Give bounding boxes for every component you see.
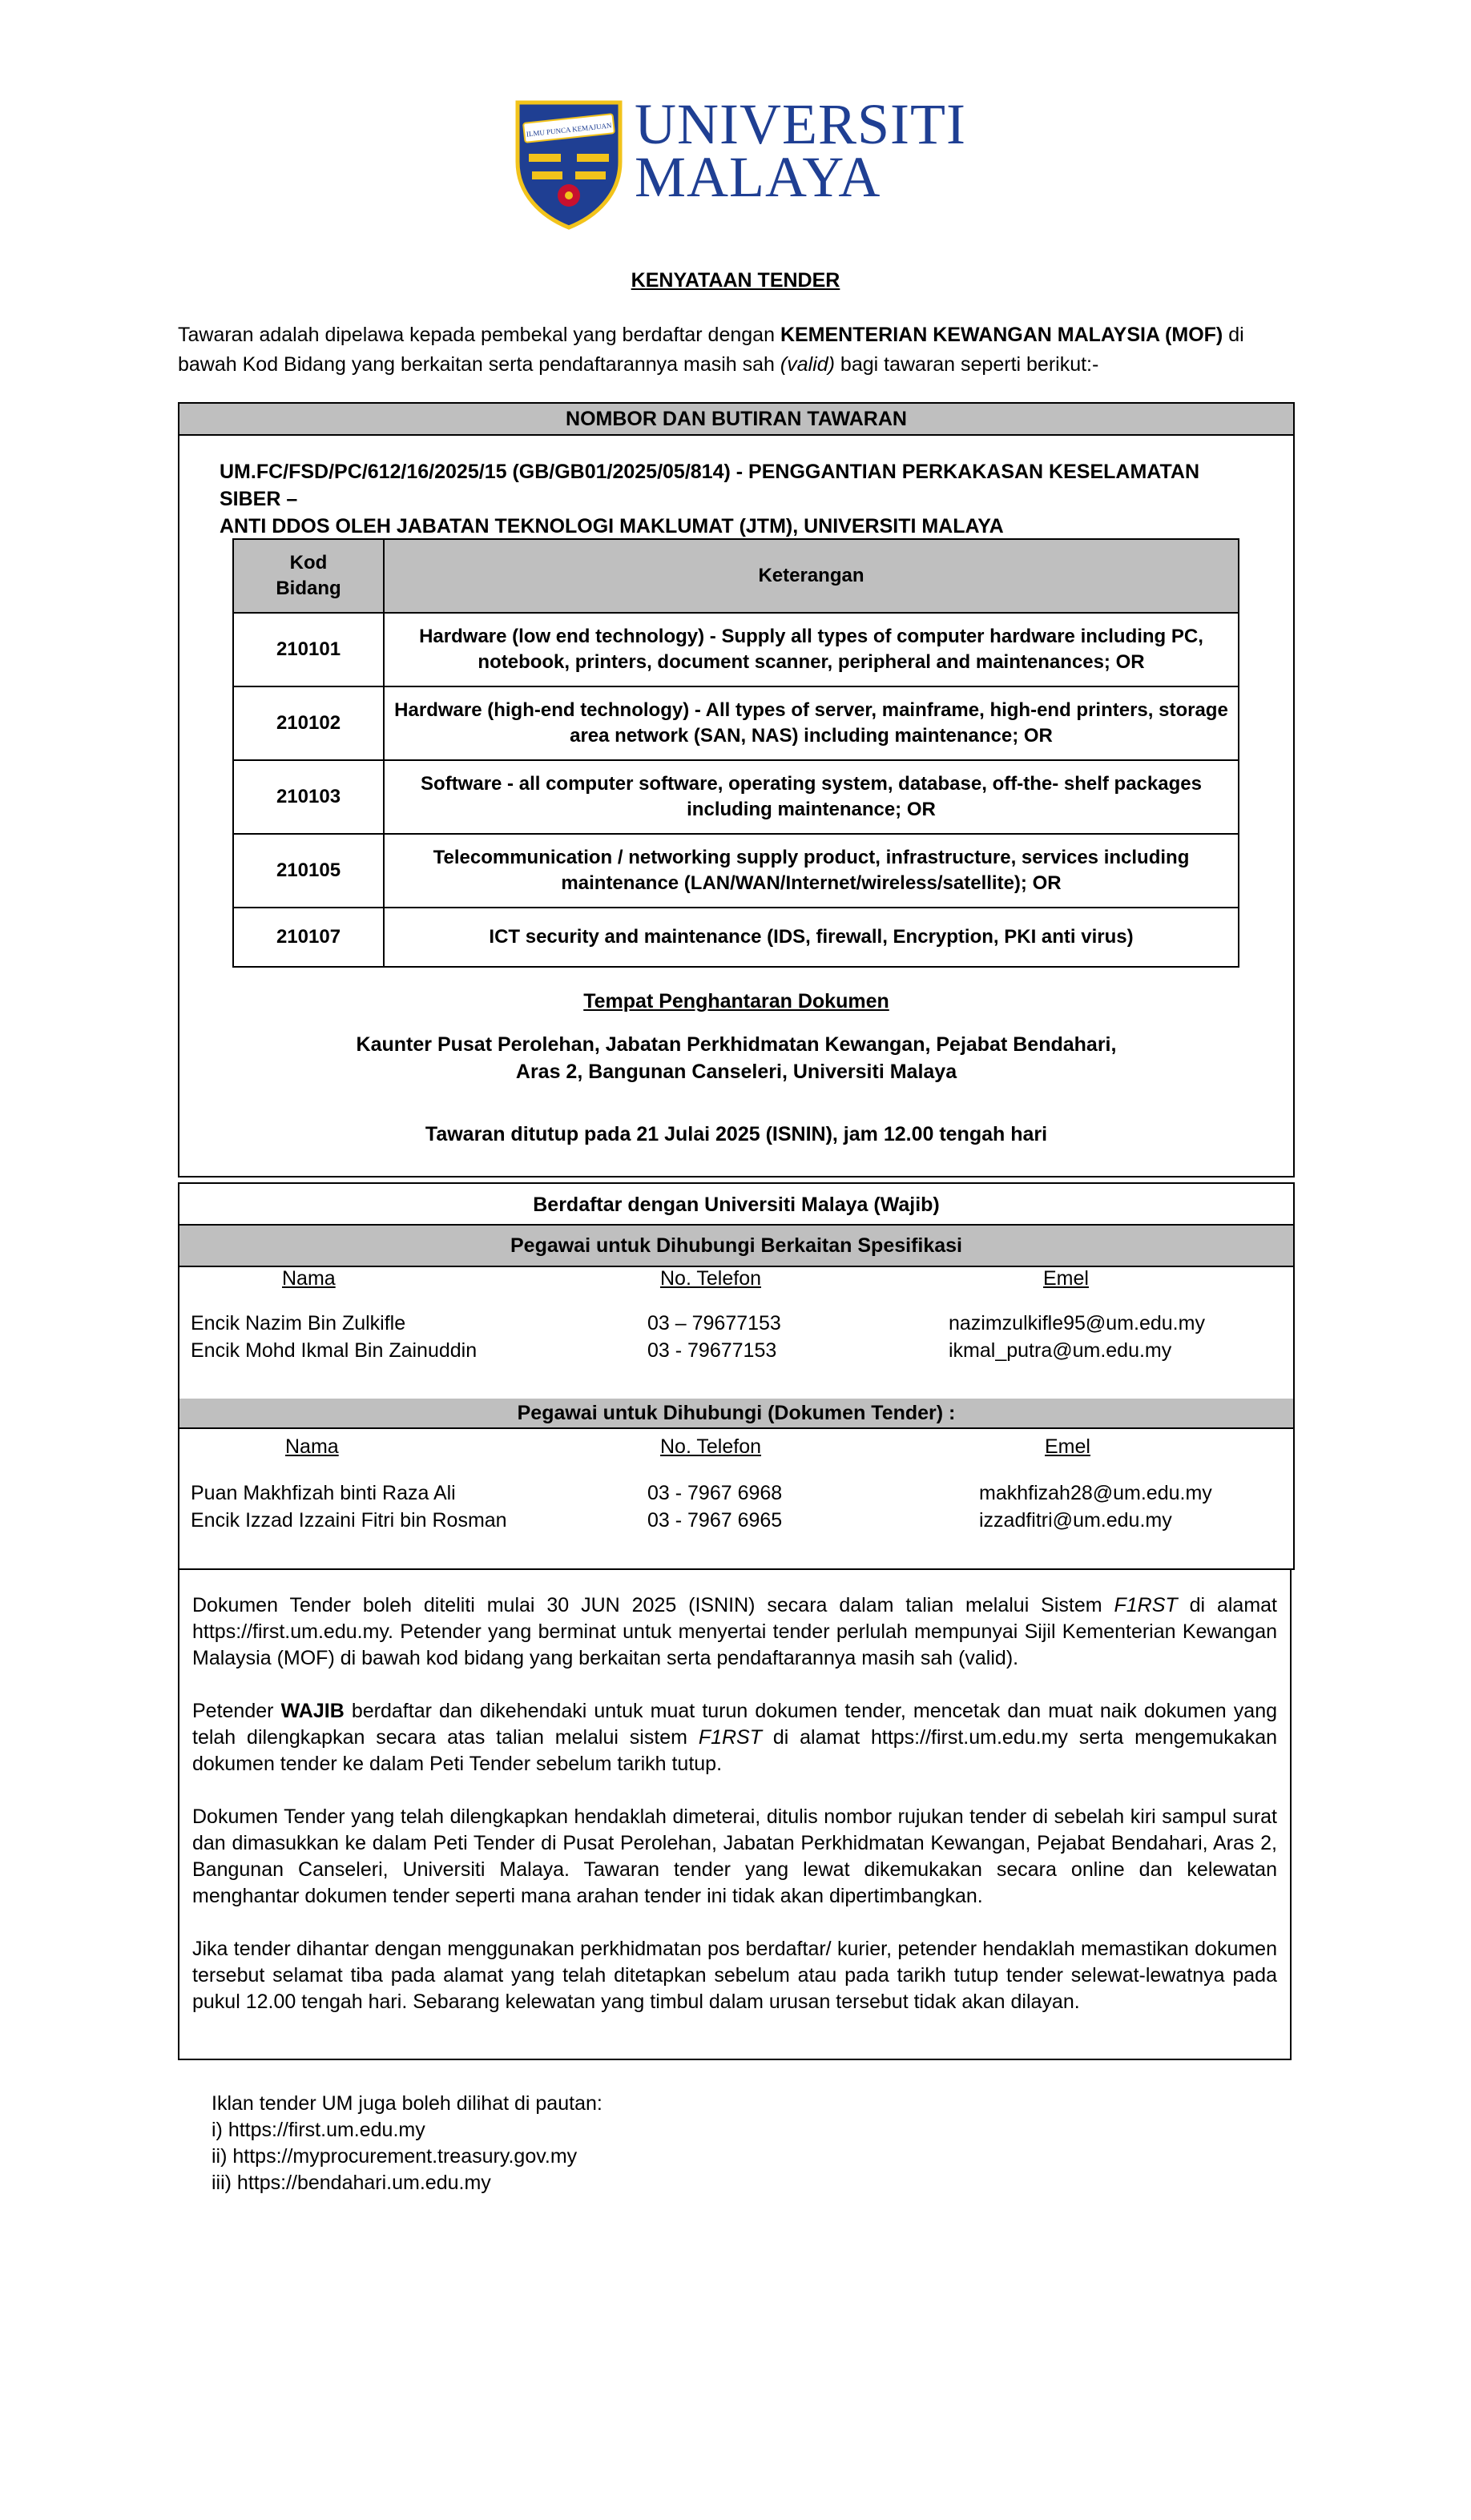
university-logo bbox=[513, 92, 966, 234]
desc-cell: Software - all computer software, operating system, database, off-the- shelf packages including maintenance; OR bbox=[384, 760, 1239, 834]
desc-cell: ICT security and maintenance (IDS, firewall, Encryption, PKI anti virus) bbox=[384, 908, 1239, 967]
paragraph-2: Petender WAJIB berdaftar dan dikehendaki untuk muat turun dokumen tender, mencetak dan muat naik dokumen yang telah dilengkapkan secara atas talian melalui sistem F1RST di alamat https://first.um.edu.my serta mengemukakan dokumen tender ke dalam Peti Tender sebelum tarikh tutup. bbox=[192, 1700, 1278, 1775]
delivery-line1: Kaunter Pusat Perolehan, Jabatan Perkhidmatan Kewangan, Pejabat Bendahari, bbox=[356, 1033, 1117, 1056]
document-title: KENYATAAN TENDER bbox=[631, 269, 840, 292]
code-cell: 210103 bbox=[233, 760, 384, 834]
contact-email[interactable]: ikmal_putra@um.edu.my bbox=[949, 1339, 1172, 1362]
table-header-row bbox=[233, 539, 1239, 613]
contact-name: Encik Izzad Izzaini Fitri bin Rosman bbox=[191, 1509, 507, 1532]
contact-email[interactable]: makhfizah28@um.edu.my bbox=[979, 1482, 1212, 1504]
col-keterangan: Keterangan bbox=[384, 539, 1239, 613]
contact-email[interactable]: nazimzulkifle95@um.edu.my bbox=[949, 1312, 1205, 1334]
contact-phone: 03 - 7967 6965 bbox=[647, 1509, 783, 1532]
footer-link-bendahari[interactable]: iii) https://bendahari.um.edu.my bbox=[212, 2172, 491, 2194]
spec-contacts-box bbox=[178, 1224, 1295, 1402]
col-email-header: Emel bbox=[1043, 1267, 1089, 1290]
contact-name: Encik Mohd Ikmal Bin Zainuddin bbox=[191, 1339, 478, 1362]
registered-box bbox=[178, 1182, 1295, 1226]
contact-phone: 03 - 79677153 bbox=[647, 1339, 777, 1362]
contact-phone: 03 - 7967 6968 bbox=[647, 1482, 783, 1504]
tender-reference: UM.FC/FSD/PC/612/16/2025/15 (GB/GB01/2025/05/814) - PENGGANTIAN PERKAKASAN KESELAMATAN SIBER – ANTI DDOS OLEH JABATAN TEKNOLOGI MAKLUMAT (JTM), UNIVERSITI MALAYA bbox=[220, 461, 1200, 537]
logo-wordmark bbox=[635, 92, 966, 209]
contact-email[interactable]: izzadfitri@um.edu.my bbox=[979, 1509, 1172, 1532]
offer-box bbox=[178, 402, 1295, 1177]
paragraph-3: Dokumen Tender yang telah dilengkapkan hendaklah dimeterai, ditulis nombor rujukan tender di sebelah kiri sampul surat dan dimasukkan ke dalam Peti Tender di Pusat Perolehan, Jabatan Perkhidmatan Kewangan, Pejabat Bendahari, Aras 2, Bangunan Canseleri, Universiti Malaya. Tawaran tender yang lewat dikemukakan secara online dan kelewatan menghantar dokumen tender seperti mana arahan tender ini tidak akan dipertimbangkan. bbox=[192, 1805, 1277, 1907]
table-row bbox=[233, 686, 1239, 760]
col-name-header: Nama bbox=[285, 1435, 339, 1458]
offer-heading: NOMBOR DAN BUTIRAN TAWARAN bbox=[179, 404, 1293, 436]
crest-banner-text: ILMU PUNCA KEMAJUAN bbox=[526, 121, 612, 139]
spec-contacts-list bbox=[179, 1267, 1293, 1395]
contact-name: Puan Makhfizah binti Raza Ali bbox=[191, 1482, 456, 1504]
table-row bbox=[233, 760, 1239, 834]
table-row bbox=[233, 613, 1239, 686]
col-phone-header: No. Telefon bbox=[660, 1435, 762, 1458]
code-cell: 210105 bbox=[233, 834, 384, 908]
footer-links bbox=[212, 2091, 603, 2196]
table-row bbox=[233, 908, 1239, 967]
footer-link-myprocurement[interactable]: ii) https://myprocurement.treasury.gov.my bbox=[212, 2145, 578, 2168]
code-cell: 210107 bbox=[233, 908, 384, 967]
desc-cell: Hardware (high-end technology) - All types of server, mainframe, high-end printers, storage area network (SAN, NAS) including maintenance; OR bbox=[384, 686, 1239, 760]
code-cell: 210102 bbox=[233, 686, 384, 760]
desc-cell: Telecommunication / networking supply product, infrastructure, services including maintenance (LAN/WAN/Internet/wireless/satellite); OR bbox=[384, 834, 1239, 908]
table-row bbox=[233, 834, 1239, 908]
col-name-header: Nama bbox=[282, 1267, 336, 1290]
footer-link-first[interactable]: i) https://first.um.edu.my bbox=[212, 2119, 425, 2141]
doc-contacts-box bbox=[178, 1399, 1295, 1570]
intro-paragraph: Tawaran adalah dipelawa kepada pembekal yang berdaftar dengan KEMENTERIAN KEWANGAN MALAYSIA (MOF) di bawah Kod Bidang yang berkaitan serta pendaftarannya masih sah (valid) bagi tawaran seperti berikut:- bbox=[178, 324, 1244, 376]
logo-line2: MALAYA bbox=[635, 145, 881, 209]
paragraph-1: Dokumen Tender boleh diteliti mulai 30 JUN 2025 (ISNIN) secara dalam talian melalui Sistem F1RST di alamat https://first.um.edu.my. Petender yang berminat untuk menyertai tender perlulah mempunyai Sijil Kementerian Kewangan Malaysia (MOF) di bawah kod bidang yang berkaitan serta pendaftarannya masih sah (valid). bbox=[192, 1594, 1277, 1669]
contact-phone: 03 – 79677153 bbox=[647, 1312, 781, 1334]
doc-contacts-list bbox=[179, 1429, 1293, 1565]
contact-name: Encik Nazim Bin Zulkifle bbox=[191, 1312, 406, 1334]
delivery-heading: Tempat Penghantaran Dokumen bbox=[583, 990, 889, 1012]
registered-text: Berdaftar dengan Universiti Malaya (Wajib) bbox=[533, 1194, 940, 1216]
closing-date: Tawaran ditutup pada 21 Julai 2025 (ISNIN), jam 12.00 tengah hari bbox=[425, 1123, 1048, 1145]
col-phone-header: No. Telefon bbox=[660, 1267, 762, 1290]
instructions-box bbox=[178, 1568, 1292, 2060]
col-kod-bidang: Kod Bidang bbox=[233, 539, 384, 613]
kod-bidang-table bbox=[232, 538, 1239, 968]
spec-contacts-heading: Pegawai untuk Dihubungi Berkaitan Spesifikasi bbox=[179, 1226, 1293, 1267]
logo-line1: UNIVERSITI bbox=[635, 92, 966, 156]
desc-cell: Hardware (low end technology) - Supply all types of computer hardware including PC, notebook, printers, document scanner, peripheral and maintenances; OR bbox=[384, 613, 1239, 686]
university-crest-icon bbox=[513, 98, 625, 230]
code-cell: 210101 bbox=[233, 613, 384, 686]
doc-contacts-heading: Pegawai untuk Dihubungi (Dokumen Tender) : bbox=[179, 1399, 1293, 1429]
delivery-line2: Aras 2, Bangunan Canseleri, Universiti Malaya bbox=[515, 1061, 957, 1083]
col-email-header: Emel bbox=[1045, 1435, 1090, 1458]
paragraph-4: Jika tender dihantar dengan menggunakan perkhidmatan pos berdaftar/ kurier, petender hendaklah memastikan dokumen tersebut selamat tiba pada alamat yang telah ditetapkan sebelum atau pada tarikh tutup tender selewat-lewatnya pada pukul 12.00 tengah hari. Sebarang kelewatan yang timbul dalam urusan tersebut tidak akan dilayan. bbox=[192, 1938, 1277, 2013]
footer-intro: Iklan tender UM juga boleh dilihat di pautan: bbox=[212, 2092, 603, 2115]
